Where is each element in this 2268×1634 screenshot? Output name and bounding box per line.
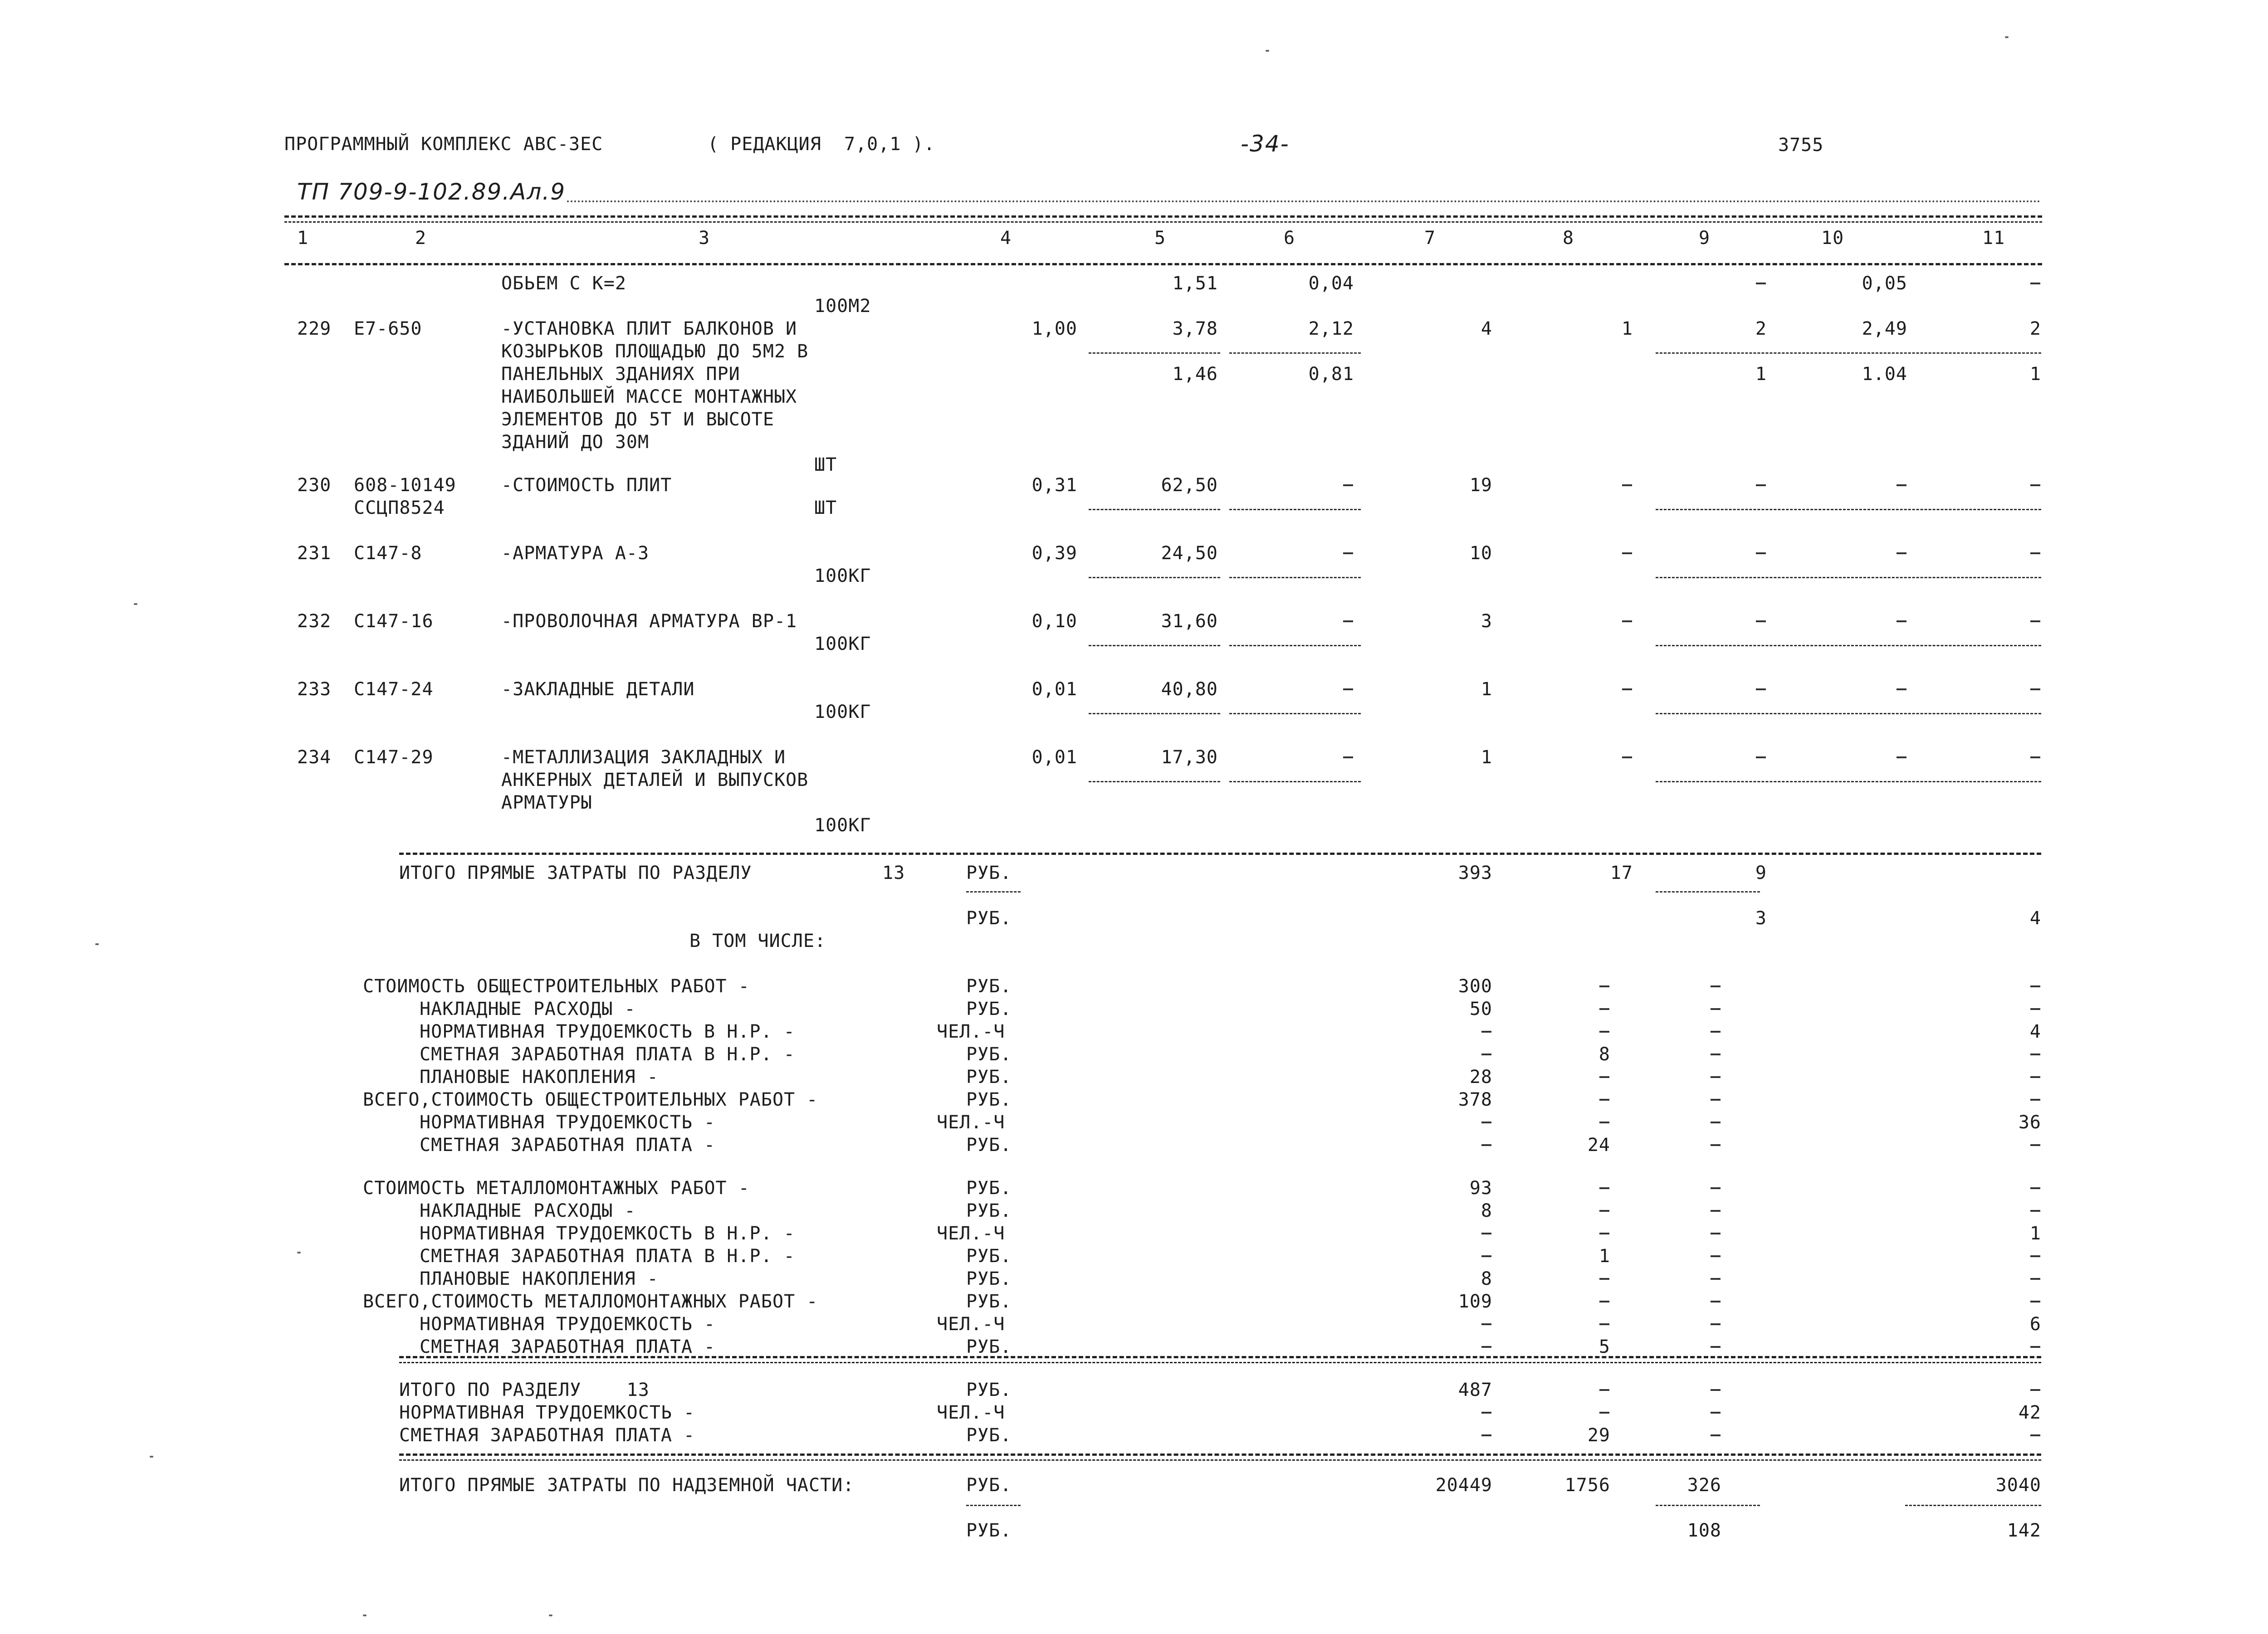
metal-works-label: СМЕТНАЯ ЗАРАБОТНАЯ ПЛАТА -: [420, 1336, 716, 1357]
cell-c10: 0,05: [1862, 273, 1907, 294]
cell-c10-dash: [1897, 756, 1906, 758]
section-total-c9: 9: [1755, 863, 1767, 883]
metal-works-label: СТОИМОСТЬ МЕТАЛЛОМОНТАЖНЫХ РАБОТ -: [363, 1178, 750, 1199]
edition-label: ( РЕДАКЦИЯ 7,0,1 ).: [708, 134, 935, 155]
column-header-4: 4: [1000, 228, 1012, 249]
general-works-c11-dash: [2030, 1008, 2040, 1010]
value-underline: [1656, 891, 1760, 893]
item-unit: ШТ: [814, 454, 837, 475]
section-summary-label: СМЕТНАЯ ЗАРАБОТНАЯ ПЛАТА -: [399, 1425, 695, 1446]
cell-c10-dash: [1897, 484, 1906, 486]
cell-c8-dash: [1622, 620, 1632, 622]
general-works-c9-dash: [1711, 1099, 1721, 1101]
project-code-underline: [567, 200, 2041, 202]
cell-c11-dash: [2030, 688, 2040, 690]
general-works-label: ПЛАНОВЫЕ НАКОПЛЕНИЯ -: [420, 1067, 659, 1088]
metal-works-c9-dash: [1711, 1233, 1721, 1234]
general-works-label: НАКЛАДНЫЕ РАСХОДЫ -: [420, 999, 636, 1019]
general-works-c9-dash: [1711, 1054, 1721, 1055]
general-works-c7-dash: [1481, 1031, 1491, 1033]
item-unit: 100КГ: [814, 702, 871, 722]
cell-c6: 2,12: [1308, 318, 1354, 339]
general-works-c9-dash: [1711, 985, 1721, 987]
metal-works-c9-dash: [1711, 1210, 1721, 1212]
cell-c7: 3: [1481, 611, 1492, 632]
item-description: НАИБОЛЬШЕЙ МАССЕ МОНТАЖНЫХ: [501, 386, 797, 407]
section-total-number: 13: [882, 863, 905, 883]
cell-c4: 0,10: [1031, 611, 1077, 632]
item-unit: 100КГ: [814, 566, 871, 586]
general-works-c9-dash: [1711, 1076, 1721, 1078]
metal-works-c7: 8: [1481, 1200, 1492, 1221]
program-title: ПРОГРАММНЫЙ КОМПЛЕКС АВС-3ЕС: [284, 134, 603, 155]
item-description: АРМАТУРЫ: [501, 792, 592, 813]
value-underline: [1905, 1505, 2041, 1506]
cell-c6-dash: [1343, 756, 1353, 758]
cell-c11-dash: [2030, 756, 2040, 758]
general-works-label: СТОИМОСТЬ ОБЩЕСТРОИТЕЛЬНЫХ РАБОТ -: [363, 976, 750, 997]
general-works-c7: 50: [1469, 999, 1492, 1019]
cell-c8-dash: [1622, 484, 1632, 486]
item-code: С147-29: [354, 747, 434, 768]
metal-works-c9-dash: [1711, 1346, 1721, 1348]
above-ground-c7: 20449: [1435, 1475, 1492, 1496]
cell-c9-dash: [1756, 688, 1766, 690]
column-header-1: 1: [297, 228, 309, 249]
metal-works-unit: РУБ.: [966, 1178, 1012, 1199]
metal-works-c7-dash: [1481, 1346, 1491, 1348]
column-header-2: 2: [415, 228, 427, 249]
value-underline: [1229, 713, 1361, 714]
general-works-c8-dash: [1599, 1076, 1609, 1078]
metal-works-c8-dash: [1599, 1210, 1609, 1212]
item-description: -УСТАНОВКА ПЛИТ БАЛКОНОВ И: [501, 318, 797, 339]
cell-c11-dash: [2030, 484, 2040, 486]
metal-works-label: ПЛАНОВЫЕ НАКОПЛЕНИЯ -: [420, 1268, 659, 1289]
above-ground-c11b: 142: [2007, 1520, 2041, 1541]
metal-works-c11-dash: [2030, 1255, 2040, 1257]
metal-works-c8-dash: [1599, 1187, 1609, 1189]
cell-c7: 19: [1469, 475, 1492, 496]
scan-speck: [1266, 50, 1269, 52]
section-total-unit: РУБ.: [966, 863, 1012, 883]
general-works-c11-dash: [2030, 985, 2040, 987]
metal-works-unit: ЧЕЛ.-Ч: [937, 1314, 1005, 1335]
scan-speck: [134, 603, 137, 605]
cell-c5: 3,78: [1172, 318, 1218, 339]
scan-speck: [150, 1456, 153, 1458]
section-summary-c9-dash: [1711, 1389, 1721, 1391]
value-underline: [1089, 577, 1220, 578]
above-ground-label: ИТОГО ПРЯМЫЕ ЗАТРАТЫ ПО НАДЗЕМНОЙ ЧАСТИ:: [399, 1475, 855, 1496]
above-ground-rule: [399, 1454, 2041, 1456]
cell-c11: 2: [2029, 318, 2041, 339]
value-underline: [1656, 509, 2041, 510]
general-works-c9-dash: [1711, 1144, 1721, 1146]
value-underline: [1229, 577, 1361, 578]
unit-underline: [966, 891, 1021, 893]
item-unit: 100М2: [814, 296, 871, 317]
general-works-c8: 8: [1598, 1044, 1610, 1065]
general-works-c8-dash: [1599, 1099, 1609, 1101]
metal-works-c9-dash: [1711, 1278, 1721, 1280]
general-works-unit: ЧЕЛ.-Ч: [937, 1021, 1005, 1042]
above-ground-unit-2: РУБ.: [966, 1520, 1012, 1541]
metal-works-c7: 109: [1458, 1291, 1492, 1312]
cell-c4: 1,00: [1031, 318, 1077, 339]
section-summary-c7: 487: [1458, 1380, 1492, 1400]
section-total-c9b: 3: [1755, 908, 1767, 929]
metal-works-c9-dash: [1711, 1301, 1721, 1302]
cell-c6: 0,04: [1308, 273, 1354, 294]
metal-works-unit: РУБ.: [966, 1200, 1012, 1221]
column-header-8: 8: [1563, 228, 1574, 249]
general-works-c9-dash: [1711, 1008, 1721, 1010]
general-works-unit: РУБ.: [966, 999, 1012, 1019]
section-summary-c11-dash: [2030, 1434, 2040, 1436]
item-code: С147-16: [354, 611, 434, 632]
metal-works-c11-dash: [2030, 1301, 2040, 1302]
metal-works-c11-dash: [2030, 1210, 2040, 1212]
column-header-3: 3: [699, 228, 710, 249]
cell-c10-dash: [1897, 552, 1906, 554]
cell-c10b: 1.04: [1862, 364, 1907, 385]
cell-c5: 17,30: [1161, 747, 1218, 768]
metal-works-label: НАКЛАДНЫЕ РАСХОДЫ -: [420, 1200, 636, 1221]
general-works-c8-dash: [1599, 1122, 1609, 1123]
item-description: ЭЛЕМЕНТОВ ДО 5Т И ВЫСОТЕ: [501, 409, 774, 430]
metal-works-unit: РУБ.: [966, 1291, 1012, 1312]
section-total-rule: [399, 853, 2041, 855]
section-summary-c8: 29: [1587, 1425, 1610, 1446]
metal-works-c8-dash: [1599, 1233, 1609, 1234]
general-works-c7-dash: [1481, 1122, 1491, 1123]
general-works-label: НОРМАТИВНАЯ ТРУДОЕМКОСТЬ В Н.Р. -: [420, 1021, 795, 1042]
metal-works-c7: 8: [1481, 1268, 1492, 1289]
general-works-c7-dash: [1481, 1144, 1491, 1146]
value-underline: [1656, 645, 2041, 646]
section-summary-c11-dash: [2030, 1389, 2040, 1391]
metal-works-c9-dash: [1711, 1187, 1721, 1189]
metal-works-c7-dash: [1481, 1323, 1491, 1325]
metal-works-unit: ЧЕЛ.-Ч: [937, 1223, 1005, 1244]
value-underline: [1229, 509, 1361, 510]
cell-c6-dash: [1343, 552, 1353, 554]
general-works-c11-dash: [2030, 1076, 2040, 1078]
section-summary-c8-dash: [1599, 1412, 1609, 1414]
section-summary-unit: ЧЕЛ.-Ч: [937, 1402, 1005, 1423]
above-ground-rule-2: [399, 1459, 2041, 1461]
section-total-c7: 393: [1458, 863, 1492, 883]
general-works-unit: РУБ.: [966, 1135, 1012, 1156]
general-works-c8-dash: [1599, 1031, 1609, 1033]
metal-works-c11: 6: [2029, 1314, 2041, 1335]
cell-c9-dash: [1756, 620, 1766, 622]
section-total-c11b: 4: [2029, 908, 2041, 929]
cell-c5: 31,60: [1161, 611, 1218, 632]
section-summary-c9-dash: [1711, 1434, 1721, 1436]
metal-works-c11-dash: [2030, 1187, 2040, 1189]
cell-c9-dash: [1756, 484, 1766, 486]
value-underline: [1089, 713, 1220, 714]
cell-c10: 2,49: [1862, 318, 1907, 339]
sheet-code: 3755: [1778, 135, 1824, 156]
cell-c8: 1: [1621, 318, 1633, 339]
general-works-label: НОРМАТИВНАЯ ТРУДОЕМКОСТЬ -: [420, 1112, 716, 1133]
item-description: ОБЬЕМ С К=2: [501, 273, 626, 294]
cell-c9b: 1: [1755, 364, 1767, 385]
metal-works-c8-dash: [1599, 1278, 1609, 1280]
item-unit: 100КГ: [814, 634, 871, 654]
metal-works-label: НОРМАТИВНАЯ ТРУДОЕМКОСТЬ -: [420, 1314, 716, 1335]
item-description: АНКЕРНЫХ ДЕТАЛЕЙ И ВЫПУСКОВ: [501, 770, 809, 790]
cell-c6-dash: [1343, 688, 1353, 690]
metal-works-unit: РУБ.: [966, 1336, 1012, 1357]
column-header-10: 10: [1821, 228, 1844, 249]
cell-c9-dash: [1756, 552, 1766, 554]
general-works-label: СМЕТНАЯ ЗАРАБОТНАЯ ПЛАТА -: [420, 1135, 716, 1156]
cell-c5: 40,80: [1161, 679, 1218, 700]
cell-c5: 62,50: [1161, 475, 1218, 496]
item-description: -АРМАТУРА А-3: [501, 543, 650, 564]
scan-speck: [2005, 36, 2009, 38]
section-summary-c7-dash: [1481, 1434, 1491, 1436]
general-works-unit: РУБ.: [966, 1089, 1012, 1110]
metal-works-label: СМЕТНАЯ ЗАРАБОТНАЯ ПЛАТА В Н.Р. -: [420, 1246, 795, 1267]
cell-c10-dash: [1897, 620, 1906, 622]
summary-rule: [399, 1356, 2041, 1358]
metal-works-label: НОРМАТИВНАЯ ТРУДОЕМКОСТЬ В Н.Р. -: [420, 1223, 795, 1244]
item-code: С147-8: [354, 543, 422, 564]
item-number: 229: [297, 318, 332, 339]
general-works-unit: РУБ.: [966, 976, 1012, 997]
item-number: 233: [297, 679, 332, 700]
item-code-secondary: ССЦП8524: [354, 498, 445, 518]
cell-c9-dash: [1756, 283, 1766, 284]
item-description: -СТОИМОСТЬ ПЛИТ: [501, 475, 672, 496]
cell-c4: 0,31: [1031, 475, 1077, 496]
value-underline: [1656, 781, 2041, 782]
general-works-c11: 4: [2029, 1021, 2041, 1042]
general-works-label: СМЕТНАЯ ЗАРАБОТНАЯ ПЛАТА В Н.Р. -: [420, 1044, 795, 1065]
table-top-rule: [284, 215, 2042, 218]
general-works-unit: ЧЕЛ.-Ч: [937, 1112, 1005, 1133]
metal-works-c8: 1: [1598, 1246, 1610, 1267]
scan-speck: [95, 943, 99, 945]
value-underline: [1229, 645, 1361, 646]
column-header-5: 5: [1154, 228, 1166, 249]
value-underline: [1656, 577, 2041, 578]
item-description: -ПРОВОЛОЧНАЯ АРМАТУРА ВР-1: [501, 611, 797, 632]
general-works-c11: 36: [2018, 1112, 2041, 1133]
section-summary-c8-dash: [1599, 1389, 1609, 1391]
general-works-label: ВСЕГО,СТОИМОСТЬ ОБЩЕСТРОИТЕЛЬНЫХ РАБОТ -: [363, 1089, 818, 1110]
above-ground-c9: 326: [1687, 1475, 1721, 1496]
metal-works-c11-dash: [2030, 1278, 2040, 1280]
cell-c11b: 1: [2029, 364, 2041, 385]
cell-c6-dash: [1343, 484, 1353, 486]
cell-c8-dash: [1622, 756, 1632, 758]
item-description: -МЕТАЛЛИЗАЦИЯ ЗАКЛАДНЫХ И: [501, 747, 786, 768]
general-works-c8-dash: [1599, 985, 1609, 987]
general-works-unit: РУБ.: [966, 1044, 1012, 1065]
section-summary-label: ИТОГО ПО РАЗДЕЛУ 13: [399, 1380, 650, 1400]
item-code: С147-24: [354, 679, 434, 700]
cell-c5: 24,50: [1161, 543, 1218, 564]
cell-c11-dash: [2030, 283, 2040, 284]
metal-works-unit: РУБ.: [966, 1268, 1012, 1289]
cell-c5b: 1,46: [1172, 364, 1218, 385]
section-summary-unit: РУБ.: [966, 1425, 1012, 1446]
metal-works-c9-dash: [1711, 1323, 1721, 1325]
general-works-c8: 24: [1587, 1135, 1610, 1156]
general-works-c11-dash: [2030, 1144, 2040, 1146]
scan-speck: [549, 1614, 552, 1616]
project-code-handwritten: ТП 709-9-102.89.Ал.9: [297, 179, 566, 205]
value-underline: [1656, 1505, 1760, 1506]
general-works-c8-dash: [1599, 1008, 1609, 1010]
metal-works-unit: РУБ.: [966, 1246, 1012, 1267]
unit-underline: [966, 1505, 1021, 1506]
section-total-unit-2: РУБ.: [966, 908, 1012, 929]
scan-speck: [363, 1614, 367, 1616]
column-header-rule: [284, 263, 2042, 265]
section-summary-c9-dash: [1711, 1412, 1721, 1414]
general-works-c11-dash: [2030, 1099, 2040, 1101]
metal-works-label: ВСЕГО,СТОИМОСТЬ МЕТАЛЛОМОНТАЖНЫХ РАБОТ -: [363, 1291, 818, 1312]
above-ground-c8: 1756: [1564, 1475, 1610, 1496]
general-works-c11-dash: [2030, 1054, 2040, 1055]
cell-c6b: 0,81: [1308, 364, 1354, 385]
item-description: -ЗАКЛАДНЫЕ ДЕТАЛИ: [501, 679, 695, 700]
metal-works-c8: 5: [1598, 1336, 1610, 1357]
cell-c7: 4: [1481, 318, 1492, 339]
metal-works-c9-dash: [1711, 1255, 1721, 1257]
metal-works-c11-dash: [2030, 1346, 2040, 1348]
section-summary-unit: РУБ.: [966, 1380, 1012, 1400]
item-unit: ШТ: [814, 498, 837, 518]
value-underline: [1089, 645, 1220, 646]
value-underline: [1089, 352, 1220, 354]
general-works-c9-dash: [1711, 1031, 1721, 1033]
summary-rule-2: [399, 1362, 2041, 1363]
item-number: 231: [297, 543, 332, 564]
general-works-c7: 28: [1469, 1067, 1492, 1088]
cell-c10-dash: [1897, 688, 1906, 690]
section-total-label: ИТОГО ПРЯМЫЕ ЗАТРАТЫ ПО РАЗДЕЛУ: [399, 863, 752, 883]
cell-c7: 1: [1481, 747, 1492, 768]
general-works-unit: РУБ.: [966, 1067, 1012, 1088]
metal-works-c7-dash: [1481, 1255, 1491, 1257]
section-summary-label: НОРМАТИВНАЯ ТРУДОЕМКОСТЬ -: [399, 1402, 695, 1423]
general-works-c7: 378: [1458, 1089, 1492, 1110]
cell-c8-dash: [1622, 688, 1632, 690]
column-header-9: 9: [1699, 228, 1711, 249]
in-that-heading: В ТОМ ЧИСЛЕ:: [689, 931, 826, 951]
column-header-6: 6: [1284, 228, 1295, 249]
value-underline: [1229, 352, 1361, 354]
item-code: Е7-650: [354, 318, 422, 339]
cell-c11-dash: [2030, 552, 2040, 554]
general-works-c7: 300: [1458, 976, 1492, 997]
value-underline: [1089, 509, 1220, 510]
item-number: 234: [297, 747, 332, 768]
cell-c4: 0,01: [1031, 679, 1077, 700]
cell-c9-dash: [1756, 756, 1766, 758]
section-summary-c7-dash: [1481, 1412, 1491, 1414]
cell-c7: 1: [1481, 679, 1492, 700]
general-works-c7-dash: [1481, 1054, 1491, 1055]
above-ground-unit: РУБ.: [966, 1475, 1012, 1496]
cell-c7: 10: [1469, 543, 1492, 564]
cell-c8-dash: [1622, 552, 1632, 554]
column-header-7: 7: [1424, 228, 1436, 249]
section-total-c8: 17: [1610, 863, 1633, 883]
value-underline: [1089, 781, 1220, 782]
cell-c5: 1,51: [1172, 273, 1218, 294]
value-underline: [1656, 713, 2041, 714]
metal-works-c7-dash: [1481, 1233, 1491, 1234]
metal-works-c11: 1: [2029, 1223, 2041, 1244]
item-unit: 100КГ: [814, 815, 871, 836]
cell-c4: 0,39: [1031, 543, 1077, 564]
cell-c11-dash: [2030, 620, 2040, 622]
general-works-c9-dash: [1711, 1122, 1721, 1123]
scan-speck: [297, 1252, 301, 1254]
item-description: КОЗЫРЬКОВ ПЛОЩАДЬЮ ДО 5М2 В: [501, 341, 809, 362]
cell-c6-dash: [1343, 620, 1353, 622]
value-underline: [1229, 781, 1361, 782]
metal-works-c7: 93: [1469, 1178, 1492, 1199]
above-ground-c9b: 108: [1687, 1520, 1721, 1541]
above-ground-c11: 3040: [1995, 1475, 2041, 1496]
cell-c4: 0,01: [1031, 747, 1077, 768]
item-description: ЗДАНИЙ ДО 30М: [501, 432, 650, 453]
page-number: -34-: [1241, 131, 1290, 157]
value-underline: [1656, 352, 2041, 354]
column-header-11: 11: [1982, 228, 2005, 249]
item-number: 230: [297, 475, 332, 496]
table-top-rule-2: [284, 221, 2042, 223]
item-number: 232: [297, 611, 332, 632]
item-code: 608-10149: [354, 475, 456, 496]
metal-works-c8-dash: [1599, 1301, 1609, 1302]
section-summary-c11: 42: [2018, 1402, 2041, 1423]
cell-c9: 2: [1755, 318, 1767, 339]
metal-works-c8-dash: [1599, 1323, 1609, 1325]
item-description: ПАНЕЛЬНЫХ ЗДАНИЯХ ПРИ: [501, 364, 740, 385]
